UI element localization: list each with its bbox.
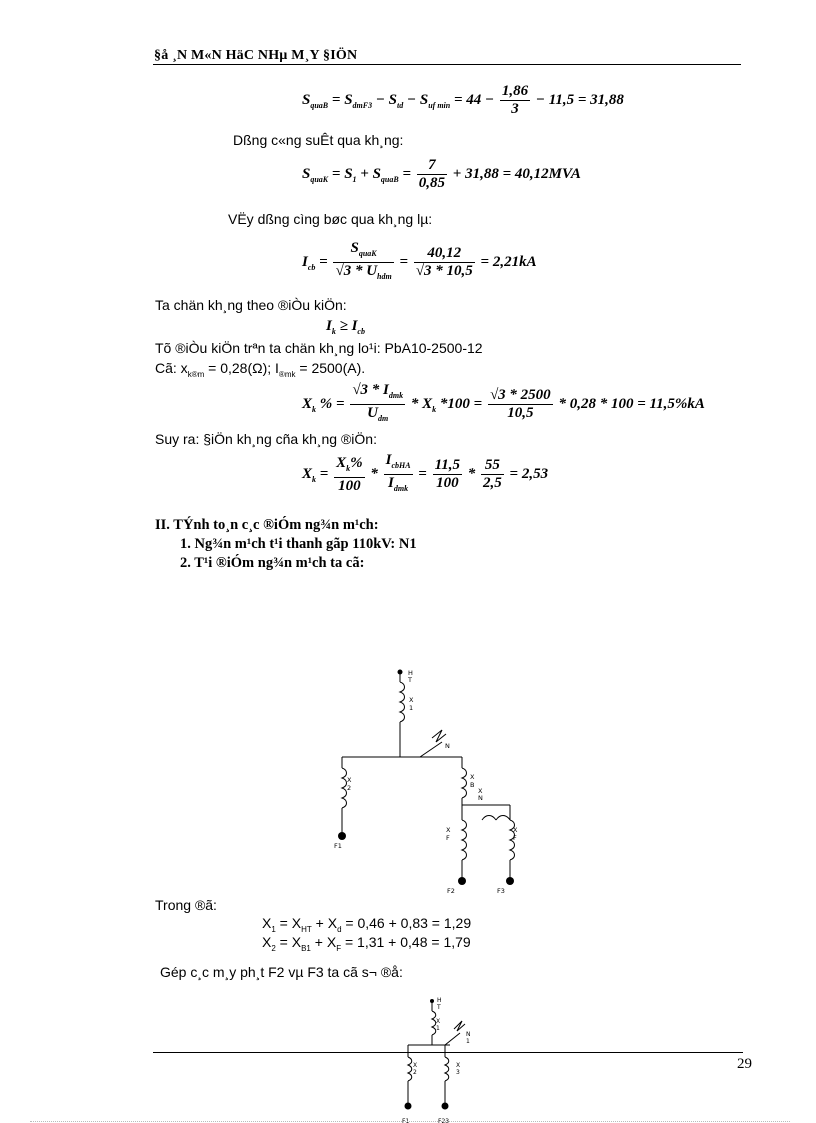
text-reactor-reactance: Suy ra: §iÖn kh¸ng cña kh¸ng ®iÖn: <box>155 431 377 447</box>
text-where: Trong ®ã: <box>155 897 217 913</box>
svg-text:F2: F2 <box>447 887 455 895</box>
text-forced-current: VËy dßng cìng bøc qua kh¸ng lµ: <box>228 211 433 227</box>
header-rule <box>153 64 741 65</box>
svg-text:F: F <box>513 834 517 842</box>
svg-text:2: 2 <box>347 784 352 792</box>
svg-text:H: H <box>408 669 413 677</box>
svg-text:N: N <box>478 794 483 802</box>
svg-text:X: X <box>446 826 451 834</box>
svg-text:X: X <box>456 1062 461 1069</box>
svg-text:N: N <box>466 1031 471 1038</box>
circuit-diagram-2 <box>390 993 480 1123</box>
svg-text:2: 2 <box>413 1069 417 1076</box>
page-number: 29 <box>737 1056 752 1072</box>
svg-text:F: F <box>446 834 450 842</box>
svg-text:B: B <box>470 781 475 789</box>
svg-text:1: 1 <box>466 1038 470 1045</box>
equation-s-quab: $S_{quaB} = S_{dmF3} - S_{td} - S_{uf min} = 44$ − $\frac{1,86}{3}$ − 11,5 = 31,88 <box>302 83 624 117</box>
text-reactor-params: Cã: $x_{k®m} = 0,28(\Omega)$; $I_{®mk} = 2500(A)$. <box>155 360 366 379</box>
equation-i-cb: $I_{cb}$ = $\frac{S_{quaK}}{√3 * U_{hdm}}$ = $\frac{40,12}{√3 * 10,5}$ = 2,21kA <box>302 240 537 281</box>
svg-text:X: X <box>436 1018 441 1025</box>
svg-text:F1: F1 <box>402 1118 410 1123</box>
svg-text:X: X <box>409 696 414 704</box>
svg-text:1: 1 <box>409 704 414 712</box>
text-choose-reactor-condition: Ta chän kh¸ng theo ®iÒu kiÖn: <box>155 297 347 313</box>
page-bottom-dotted-line <box>30 1121 790 1122</box>
footer-rule <box>153 1052 743 1053</box>
equation-x1: $X_1 = X_{HT} + X_d = 0,46 + 0,83 = 1,29$ <box>262 915 472 934</box>
list-item-2: 2. T¹i ®iÓm ng¾n m¹ch ta cã: <box>180 555 365 571</box>
list-item-1: 1. Ng¾n m¹ch t¹i thanh gãp 110kV: N1 <box>180 536 417 552</box>
text-reactor-type: Tõ ®iÒu kiÖn trªn ta chän kh¸ng lo¹i: PbA10-2500-12 <box>155 340 483 356</box>
svg-text:3: 3 <box>456 1069 460 1076</box>
svg-text:T: T <box>437 1004 441 1011</box>
equation-xk-percent: $X_k$ % = $\frac{√3 * I_{dmk}}{U_{dm}}$ * $X_k$ *100 = $\frac{√3 * 2500}{10,5}$ * 0,28 * 100 = 11,5%kA <box>302 382 705 423</box>
svg-text:X: X <box>347 776 352 784</box>
svg-text:N: N <box>445 742 450 750</box>
circuit-diagram-1 <box>320 660 530 900</box>
equation-s-quak: $S_{quaK} = S_1 + S_{quaB}$ = $\frac{7}{0,85}$ + 31,88 = 40,12MVA <box>302 157 581 191</box>
svg-text:F23: F23 <box>438 1118 450 1123</box>
svg-text:X: X <box>478 787 483 795</box>
svg-text:X: X <box>470 773 475 781</box>
svg-text:1: 1 <box>436 1025 440 1032</box>
svg-text:X: X <box>513 826 518 834</box>
equation-xk: $X_k$ = $\frac{X_k\%}{100}$ * $\frac{I_{cbHA}}{I_{dmk}}$ = $\frac{11,5}{100}$ * $\frac{55}{2,5}$ = 2,53 <box>302 452 549 494</box>
page-header-title: §å ¸N M«N HäC NHµ M¸Y §IÖN <box>154 48 358 63</box>
svg-text:H: H <box>437 997 442 1004</box>
section-heading-short-circuit: II. TÝnh to¸n c¸c ®iÓm ng¾n m¹ch: <box>155 517 379 533</box>
svg-text:F3: F3 <box>497 887 505 895</box>
text-power-through-reactor: Dßng c«ng suÊt qua kh¸ng: <box>233 132 404 148</box>
equation-x2: $X_2 = X_{B1} + X_F = 1,31 + 0,48 = 1,79$ <box>262 934 471 953</box>
svg-text:X: X <box>413 1062 418 1069</box>
svg-text:T: T <box>408 676 412 684</box>
svg-text:F1: F1 <box>334 842 342 850</box>
text-merge-generators: Gép c¸c m¸y ph¸t F2 vµ F3 ta cã s¬ ®å: <box>160 964 403 980</box>
equation-ik-ge-icb: $I_k \ge I_{cb}$ <box>326 318 365 336</box>
